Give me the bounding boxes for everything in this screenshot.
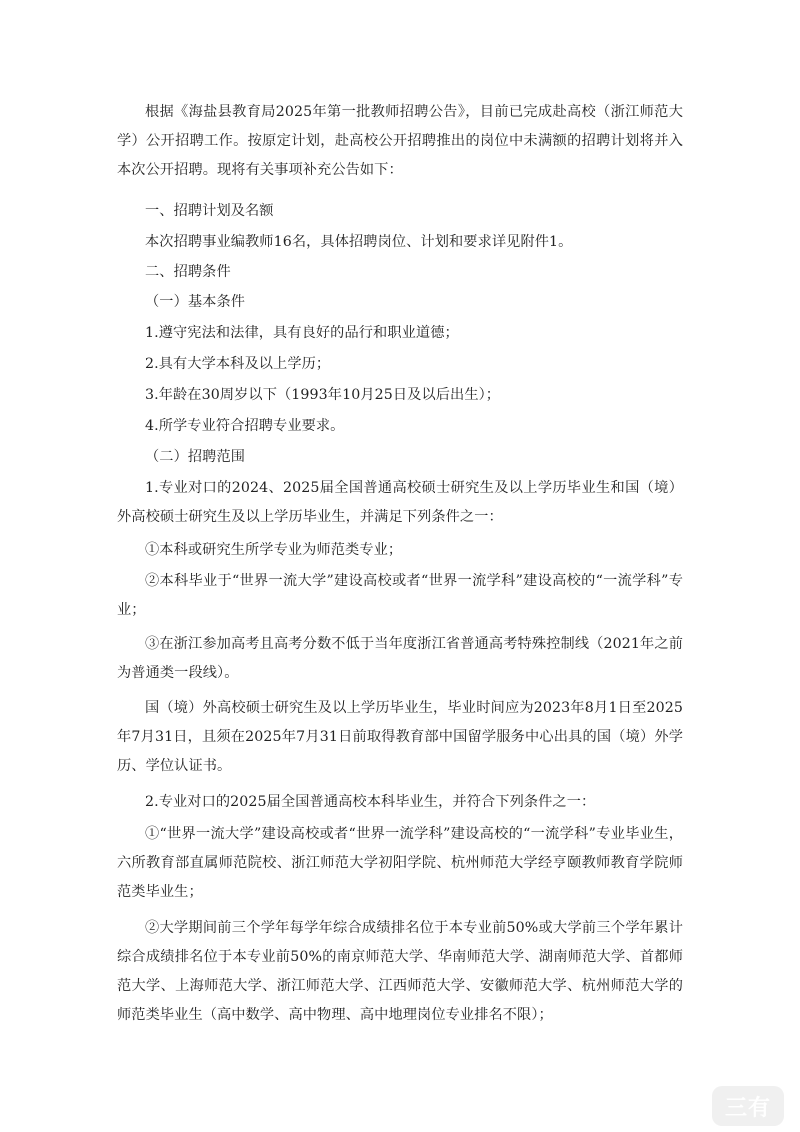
section-heading-conditions: 二、招聘条件 xyxy=(145,264,231,280)
scope-item-1-condition-1: ①本科或研究生所学专业为师范类专业； xyxy=(145,542,403,558)
plan-paragraph: 本次招聘事业编教师16名，具体招聘岗位、计划和要求详见附件1。 xyxy=(145,234,573,250)
scope-item-2-condition-2: ②大学期间前三个学年每学年综合成绩排名位于本专业前50%或大学前三个学年累计综合成绩排名位于本专业前50%的南京师范大学、华南师范大学、湖南师范大学、首都师范大学、上海师范大学、浙江师范大学、江西师范大学、安徽师范大学、杭州师范大学的师范类毕业生（高中数学、高中物理、高中地理岗位专业排名不限）； xyxy=(117,920,683,1023)
basic-condition-1: 1.遵守宪法和法律，具有良好的品行和职业道德； xyxy=(145,325,459,341)
scope-item-2: 2.专业对口的2025届全国普通高校本科毕业生，并符合下列条件之一： xyxy=(145,794,596,810)
overseas-graduates-paragraph: 国（境）外高校硕士研究生及以上学历毕业生，毕业时间应为2023年8月1日至2025年7月31日，且须在2025年7月31日前取得教育部中国留学服务中心出具的国（境）外学历、学位认证书。 xyxy=(117,700,683,774)
intro-paragraph: 根据《海盐县教育局2025年第一批教师招聘公告》，目前已完成赴高校（浙江师范大学）公开招聘工作。按原定计划，赴高校公开招聘推出的岗位中未满额的招聘计划将并入本次公开招聘。现将有关事项补充公告如下： xyxy=(117,104,683,178)
scope-item-2-condition-1: ①“世界一流大学”建设高校或者“世界一流学科”建设高校的“一流学科”专业毕业生，六所教育部直属师范院校、浙江师范大学初阳学院、杭州师范大学经亨颐教师教育学院师范类毕业生； xyxy=(117,826,683,900)
scope-item-1-condition-2: ②本科毕业于“世界一流大学”建设高校或者“世界一流学科”建设高校的“一流学科”专业； xyxy=(117,573,683,618)
basic-condition-2: 2.具有大学本科及以上学历； xyxy=(145,356,331,372)
subsection-heading-scope: （二）招聘范围 xyxy=(145,449,246,465)
watermark-logo xyxy=(712,1086,784,1126)
basic-condition-4: 4.所学专业符合招聘专业要求。 xyxy=(145,418,345,434)
watermark-text: 三有 xyxy=(724,1095,771,1121)
scope-item-1-condition-3: ③在浙江参加高考且高考分数不低于当年度浙江省普通高考特殊控制线（2021年之前为普通类一段线）。 xyxy=(117,636,683,681)
section-heading-plan: 一、招聘计划及名额 xyxy=(145,203,274,219)
basic-condition-3: 3.年龄在30周岁以下（1993年10月25日及以后出生）； xyxy=(145,387,501,403)
subsection-heading-basic: （一）基本条件 xyxy=(145,294,246,310)
scope-item-1: 1.专业对口的2024、2025届全国普通高校硕士研究生及以上学历毕业生和国（境）外高校硕士研究生及以上学历毕业生，并满足下列条件之一： xyxy=(117,480,683,525)
